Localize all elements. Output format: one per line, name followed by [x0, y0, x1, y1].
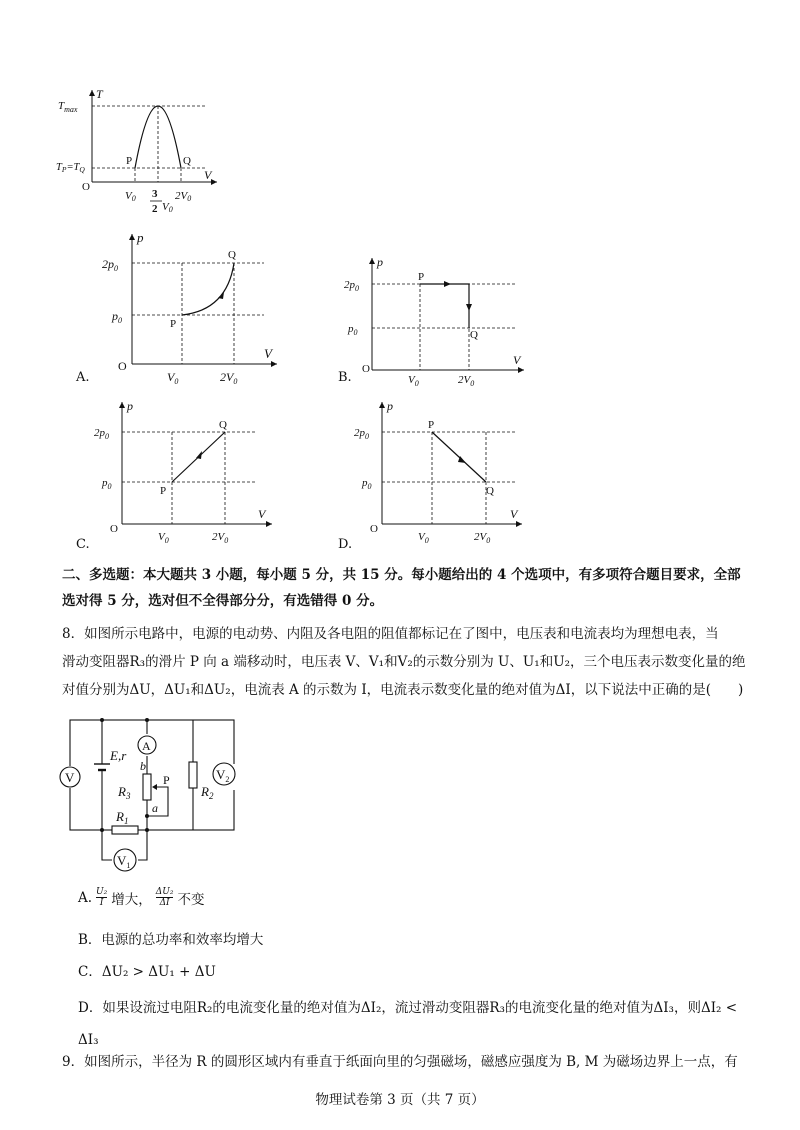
svg-text:Q: Q — [228, 249, 236, 261]
svg-text:A: A — [142, 739, 151, 753]
svg-text:Q: Q — [219, 419, 227, 431]
origin-label: O — [82, 181, 90, 193]
option-a-letter: A. — [76, 370, 90, 385]
option-d-letter: D. — [338, 537, 353, 552]
svg-text:R2: $R_2$ — [201, 784, 214, 801]
svg-text:2p0: $2p_0$ — [344, 279, 359, 293]
option-a-graph — [72, 228, 302, 390]
svg-text:E,r: E,r — [110, 748, 127, 763]
svg-text:V: V — [264, 346, 272, 361]
q8-option-d: D．如果设流过电阻R₂的电流变化量的绝对值为ΔI₂，流过滑动变阻器R₃的电流变化量的绝对值为ΔI₃，则ΔI₂ < ΔI₃ — [78, 1000, 738, 1048]
svg-text:p0: $p_0$ — [362, 477, 372, 491]
point-p: P — [126, 155, 133, 167]
option-c-graph — [72, 398, 292, 548]
svg-text:V: V — [510, 507, 518, 521]
section-heading: 二、多选题：本大题共 3 小题，每小题 5 分，共 15 分。每小题给出的 4 个选项中，有多项符合题目要求，全部 选对得 5 分，选对但不全得部分分，有选错得 0 分。 — [62, 567, 741, 609]
tmax-label: $T_{max}$ — [58, 100, 78, 114]
option-b-letter: B. — [338, 370, 352, 385]
svg-text:P: P — [170, 318, 177, 330]
svg-text:p0: $p_0$ — [102, 477, 112, 491]
x-axis-label: V — [204, 168, 212, 182]
svg-text:p: p — [127, 399, 133, 413]
svg-text:2p0: $2p_0$ — [94, 427, 109, 441]
option-a-curve — [182, 263, 234, 315]
option-d-line — [432, 432, 486, 482]
svg-text:P: P — [163, 773, 170, 787]
option-d-graph — [336, 398, 536, 548]
tp-tq-label: TP=TQ — [56, 162, 85, 174]
svg-text:O: O — [370, 523, 378, 535]
question-8-text: 8．如图所示电路中，电源的电动势、内阻及各电阻的阻值都标记在了图中，电压表和电流表均为理想电表，当 滑动变阻器R₃的滑片 P 向 a 端移动时，电压表 V、V₁和V₂的示数分别为 U、U₁和U₂，三个电压表示数变化量的绝 对值分别为ΔU，ΔU₁和ΔU₂，电流表 A 的示数为 I，电流表示数变化量的绝对值为ΔI，以下说法中正确的是( ) — [62, 626, 746, 698]
option-b-graph — [336, 252, 536, 390]
svg-text:V1: $V_1$ — [117, 853, 131, 870]
svg-text:Q: Q — [470, 329, 478, 341]
svg-text:P: P — [428, 419, 435, 431]
svg-text:2V0: $2V_0$ — [458, 374, 475, 388]
svg-text:V0: V0 — [125, 190, 136, 203]
svg-text:2V0: $2V_0$ — [212, 531, 229, 545]
svg-text:Q: Q — [486, 485, 494, 497]
svg-text:V0: $V_0$ — [158, 531, 169, 545]
svg-text:O: O — [118, 359, 127, 373]
svg-text:V: V — [65, 770, 75, 785]
svg-text:p: p — [377, 255, 383, 269]
svg-text:p: p — [387, 399, 393, 413]
svg-text:p0: $p_0$ — [348, 323, 358, 337]
q8-option-c: C．ΔU₂ > ΔU₁ + ΔU — [78, 964, 216, 980]
svg-text:a: a — [152, 801, 158, 815]
svg-text:V2: $V_2$ — [216, 767, 230, 784]
page-footer: 物理试卷第 3 页（共 7 页） — [315, 1092, 485, 1108]
svg-text:2: 2 — [152, 203, 158, 215]
svg-text:2V0: 2V0 — [175, 190, 192, 203]
svg-text:V: V — [258, 507, 266, 521]
svg-text:R3: $R_3$ — [118, 784, 131, 801]
svg-text:V0: $V_0$ — [408, 374, 419, 388]
question-9-text: 9．如图所示，半径为 R 的圆形区域内有垂直于纸面向里的匀强磁场，磁感应强度为 B, M 为磁场边界上一点，有 — [62, 1054, 738, 1070]
svg-text:P: P — [160, 485, 167, 497]
svg-text:2p0: $2p_0$ — [102, 257, 118, 273]
svg-text:2V0: $2V_0$ — [474, 531, 491, 545]
q8-option-a: A. U₂ I 增大， ΔU₂ ΔI 不变 — [78, 887, 205, 908]
svg-text:R1: $R_1$ — [116, 809, 129, 826]
y-axis-label: T — [96, 87, 103, 101]
point-q: Q — [183, 155, 191, 167]
option-c-letter: C. — [76, 537, 90, 552]
svg-text:V0: $V_0$ — [418, 531, 429, 545]
svg-text:O: O — [110, 523, 118, 535]
svg-text:V: V — [513, 353, 521, 367]
option-b-path — [420, 284, 469, 328]
svg-text:2p0: $2p_0$ — [354, 427, 369, 441]
svg-text:O: O — [362, 363, 370, 375]
q8-option-b: B．电源的总功率和效率均增大 — [78, 932, 264, 948]
svg-text:P: P — [418, 271, 425, 283]
svg-text:p0: $p_0$ — [112, 309, 122, 325]
svg-text:3: 3 — [152, 188, 158, 200]
svg-text:V0: $V_0$ — [167, 370, 179, 386]
svg-text:b: b — [140, 759, 146, 773]
circuit-diagram — [56, 712, 246, 877]
svg-text:p: p — [137, 230, 144, 245]
svg-text:V0: V0 — [162, 201, 173, 214]
svg-text:2V0: $2V_0$ — [220, 370, 238, 386]
tv-graph — [52, 82, 227, 217]
